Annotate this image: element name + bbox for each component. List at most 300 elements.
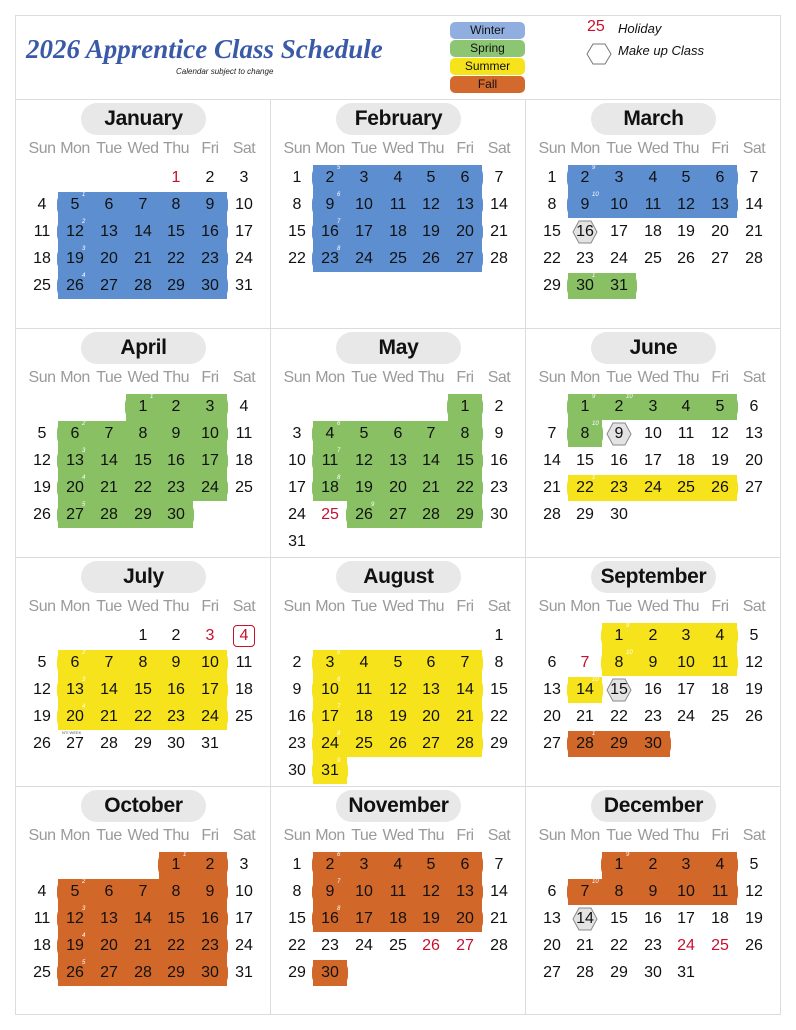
calendar-day: 10 [355, 883, 373, 900]
weekday-label: Mon [315, 827, 345, 844]
calendar-day: 13 [100, 223, 118, 240]
calendar-day: 8 [460, 425, 470, 442]
calendar-day: 1 [460, 398, 470, 415]
calendar-day: 4 [715, 627, 725, 644]
calendar-day: 5 [749, 856, 759, 873]
calendar-day: 13 [100, 910, 118, 927]
week-number-marker: 10 [592, 879, 599, 885]
week-number-marker: 2 [82, 219, 86, 225]
weekday-label: Wed [637, 598, 669, 615]
calendar-day: 5 [715, 398, 725, 415]
calendar-day: 30 [321, 964, 339, 981]
makeup-hexagon-icon [586, 43, 612, 65]
calendar-day: 8 [494, 654, 504, 671]
calendar-day: 4 [325, 425, 335, 442]
calendar-day: 21 [100, 708, 118, 725]
month-august [271, 558, 525, 786]
week-number-marker: 5 [82, 502, 86, 508]
weekday-label: Mon [315, 369, 345, 386]
calendar-day: 20 [66, 479, 84, 496]
calendar-day: 11 [711, 654, 729, 671]
calendar-day: 3 [681, 856, 691, 873]
weekday-label: Tue [96, 140, 122, 157]
calendar-day: 30 [644, 964, 662, 981]
week-number-marker: 9 [371, 502, 375, 508]
calendar-day: 7 [104, 425, 114, 442]
calendar-day: 2 [171, 398, 181, 415]
calendar-day: 1 [292, 856, 302, 873]
calendar-day: 20 [711, 223, 729, 240]
week-number-marker: 1 [592, 273, 596, 279]
calendar-day: 27 [100, 277, 118, 294]
calendar-day: 11 [677, 425, 695, 442]
calendar-day: 9 [325, 883, 335, 900]
calendar-day: 12 [389, 681, 407, 698]
calendar-day: 19 [66, 937, 84, 954]
calendar-day: 10 [321, 681, 339, 698]
calendar-day: 14 [490, 196, 508, 213]
calendar-day: 8 [292, 883, 302, 900]
calendar-day: 24 [201, 479, 219, 496]
calendar-day: 5 [37, 654, 47, 671]
calendar-day: 15 [288, 223, 306, 240]
calendar-day: 23 [201, 937, 219, 954]
calendar-day: 17 [235, 223, 253, 240]
weekday-label: Mon [315, 598, 345, 615]
weekday-label: Wed [127, 369, 159, 386]
weekday-label: Thu [162, 140, 190, 157]
calendar-day: 28 [100, 735, 118, 752]
week-number-marker: 9 [337, 758, 341, 764]
weekday-label: Sat [232, 598, 256, 615]
calendar-day: 6 [393, 425, 403, 442]
calendar-day: 22 [167, 250, 185, 267]
calendar-day: 1 [292, 169, 302, 186]
weekday-label: Sun [538, 369, 566, 386]
calendar-day: 19 [422, 910, 440, 927]
calendar-day: 14 [100, 452, 118, 469]
calendar-day: 21 [134, 937, 152, 954]
calendar-day: 2 [325, 856, 335, 873]
calendar-day: 7 [138, 196, 148, 213]
calendar-day: 11 [321, 452, 339, 469]
weekday-label: Thu [162, 827, 190, 844]
calendar-day: 14 [134, 910, 152, 927]
calendar-day: 31 [677, 964, 695, 981]
calendar-day: 29 [576, 506, 594, 523]
calendar-day: 27 [389, 506, 407, 523]
week-number-marker: 5 [82, 960, 86, 966]
week-number-marker: 10 [592, 421, 599, 427]
calendar-day: 31 [288, 533, 306, 550]
week-number-marker: 10 [626, 650, 633, 656]
calendar-day: 13 [543, 910, 561, 927]
weekday-label: Fri [201, 598, 219, 615]
calendar-day: 20 [100, 937, 118, 954]
legend-fall: Fall [450, 76, 525, 93]
calendar-day: 16 [576, 223, 594, 240]
calendar-day: 12 [422, 196, 440, 213]
calendar-day: 18 [677, 452, 695, 469]
weekday-label: Sun [283, 827, 311, 844]
calendar-day: 21 [134, 250, 152, 267]
weekday-label: Fri [456, 598, 474, 615]
calendar-day: 29 [134, 506, 152, 523]
calendar-day: 16 [201, 910, 219, 927]
calendar-day: 10 [677, 883, 695, 900]
calendar-day: 19 [745, 910, 763, 927]
calendar-day: 14 [576, 910, 594, 927]
calendar-day: 13 [422, 681, 440, 698]
calendar-day: 10 [201, 654, 219, 671]
calendar-day: 27 [543, 735, 561, 752]
weekday-label: Sat [742, 369, 766, 386]
month-april [16, 329, 270, 557]
calendar-day: 3 [325, 654, 335, 671]
calendar-day: 7 [494, 169, 504, 186]
calendar-day: 27 [543, 964, 561, 981]
calendar-day: 28 [543, 506, 561, 523]
calendar-day: 30 [576, 277, 594, 294]
calendar-day: 2 [205, 856, 215, 873]
calendar-day: 13 [456, 883, 474, 900]
month-title: April [81, 332, 206, 364]
calendar-day: 15 [610, 681, 628, 698]
calendar-day: 9 [648, 883, 658, 900]
weekday-label: Thu [162, 369, 190, 386]
calendar-day: 14 [422, 452, 440, 469]
calendar-day: 7 [426, 425, 436, 442]
calendar-day: 26 [422, 250, 440, 267]
calendar-day: 24 [321, 735, 339, 752]
calendar-day: 13 [745, 425, 763, 442]
week-number-marker: 9 [626, 852, 630, 858]
calendar-day: 25 [235, 479, 253, 496]
calendar-day: 27 [66, 735, 84, 752]
month-title: January [81, 103, 206, 135]
week-number-marker: 2 [82, 650, 86, 656]
calendar-day: 21 [100, 479, 118, 496]
calendar-day: 27 [422, 735, 440, 752]
calendar-day: 5 [393, 654, 403, 671]
calendar-day: 25 [711, 708, 729, 725]
weekday-label: Fri [711, 827, 729, 844]
calendar-day: 30 [167, 735, 185, 752]
calendar-day: 11 [235, 425, 253, 442]
month-title: March [591, 103, 716, 135]
calendar-day: 19 [355, 479, 373, 496]
calendar-day: 24 [355, 250, 373, 267]
month-title: June [591, 332, 716, 364]
calendar-day: 18 [389, 223, 407, 240]
calendar-day: 19 [745, 681, 763, 698]
calendar-day: 20 [745, 452, 763, 469]
calendar-day: 2 [205, 169, 215, 186]
header [16, 16, 780, 100]
calendar-day: 15 [134, 681, 152, 698]
weekday-label: Sun [538, 598, 566, 615]
calendar-day: 26 [355, 506, 373, 523]
calendar-day: 27 [711, 250, 729, 267]
calendar-day: 31 [235, 964, 253, 981]
calendar-day: 23 [644, 708, 662, 725]
calendar-day: 5 [426, 169, 436, 186]
calendar-day: 2 [325, 169, 335, 186]
calendar-day: 9 [171, 425, 181, 442]
calendar-day: 17 [644, 452, 662, 469]
calendar-day: 12 [422, 883, 440, 900]
weekday-label: Tue [351, 369, 377, 386]
calendar-day: 3 [292, 425, 302, 442]
calendar-day: 22 [456, 479, 474, 496]
calendar-day: 10 [288, 452, 306, 469]
calendar-day: 26 [677, 250, 695, 267]
calendar-day: 26 [745, 708, 763, 725]
calendar-day: 16 [321, 910, 339, 927]
month-title: November [336, 790, 461, 822]
weekday-label: Thu [672, 827, 700, 844]
holiday-day: 24 [677, 937, 695, 954]
calendar-day: 18 [711, 910, 729, 927]
month-title: May [336, 332, 461, 364]
week-number-marker: 5 [337, 165, 341, 171]
calendar-day: 27 [745, 479, 763, 496]
week-number-marker: 7 [337, 219, 341, 225]
week-number-marker: 1 [150, 394, 154, 400]
calendar-day: 11 [235, 654, 253, 671]
calendar-day: 7 [580, 883, 590, 900]
weekday-label: Sun [28, 827, 56, 844]
month-title: December [591, 790, 716, 822]
calendar-frame [15, 15, 781, 1015]
calendar-day: 15 [610, 910, 628, 927]
calendar-day: 27 [456, 250, 474, 267]
calendar-day: 28 [490, 937, 508, 954]
calendar-day: 19 [66, 250, 84, 267]
calendar-day: 8 [614, 883, 624, 900]
calendar-day: 13 [456, 196, 474, 213]
calendar-day: 3 [239, 856, 249, 873]
calendar-day: 3 [614, 169, 624, 186]
weekday-label: Mon [315, 140, 345, 157]
holiday-day: 1 [171, 169, 181, 186]
month-title: July [81, 561, 206, 593]
calendar-day: 17 [288, 479, 306, 496]
calendar-day: 5 [359, 425, 369, 442]
calendar-day: 15 [456, 452, 474, 469]
calendar-day: 13 [711, 196, 729, 213]
calendar-day: 10 [235, 196, 253, 213]
weekday-label: Wed [382, 598, 414, 615]
calendar-day: 3 [681, 627, 691, 644]
calendar-day: 6 [547, 654, 557, 671]
calendar-day: 17 [201, 452, 219, 469]
calendar-day: 6 [104, 883, 114, 900]
calendar-day: 13 [389, 452, 407, 469]
calendar-day: 2 [648, 856, 658, 873]
weekday-label: Thu [417, 369, 445, 386]
month-title: August [336, 561, 461, 593]
weekday-label: Thu [672, 140, 700, 157]
calendar-day: 7 [749, 169, 759, 186]
calendar-day: 9 [205, 883, 215, 900]
holiday-key-label: Holiday [618, 21, 662, 36]
calendar-day: 11 [711, 883, 729, 900]
calendar-day: 8 [138, 425, 148, 442]
calendar-day: 21 [576, 937, 594, 954]
week-number-marker: 7 [337, 448, 341, 454]
holiday-day: 26 [422, 937, 440, 954]
calendar-day: 28 [422, 506, 440, 523]
calendar-day: 27 [100, 964, 118, 981]
calendar-day: 6 [749, 398, 759, 415]
calendar-day: 30 [288, 762, 306, 779]
calendar-day: 22 [134, 708, 152, 725]
calendar-day: 31 [610, 277, 628, 294]
week-number-marker: 7 [337, 879, 341, 885]
calendar-day: 18 [235, 681, 253, 698]
calendar-day: 22 [490, 708, 508, 725]
calendar-day: 4 [37, 883, 47, 900]
calendar-day: 25 [33, 964, 51, 981]
weekday-label: Sun [28, 598, 56, 615]
week-number-marker: 9 [592, 394, 596, 400]
calendar-day: 20 [422, 708, 440, 725]
calendar-day: 19 [33, 708, 51, 725]
weekday-label: Sun [538, 827, 566, 844]
weekday-label: Wed [637, 140, 669, 157]
calendar-day: 29 [610, 964, 628, 981]
weekday-label: Sun [28, 369, 56, 386]
month-february [271, 100, 525, 328]
calendar-day: 23 [576, 250, 594, 267]
weekday-label: Tue [606, 140, 632, 157]
week-note: NTI WEEK [62, 730, 82, 735]
weekday-label: Sat [487, 140, 511, 157]
weekday-label: Sat [742, 827, 766, 844]
calendar-day: 11 [389, 196, 407, 213]
calendar-day: 26 [66, 964, 84, 981]
calendar-day: 16 [490, 452, 508, 469]
calendar-day: 9 [580, 196, 590, 213]
calendar-day: 25 [355, 735, 373, 752]
calendar-day: 1 [580, 398, 590, 415]
calendar-day: 14 [490, 883, 508, 900]
calendar-day: 26 [33, 506, 51, 523]
calendar-day: 11 [644, 196, 662, 213]
calendar-day: 5 [70, 196, 80, 213]
calendar-day: 18 [644, 223, 662, 240]
weekday-label: Mon [570, 369, 600, 386]
calendar-day: 12 [33, 452, 51, 469]
calendar-day: 10 [677, 654, 695, 671]
week-number-marker: 4 [82, 273, 86, 279]
calendar-day: 17 [235, 910, 253, 927]
calendar-day: 20 [66, 708, 84, 725]
week-number-marker: 4 [82, 704, 86, 710]
calendar-day: 23 [167, 708, 185, 725]
month-june [526, 329, 780, 557]
calendar-day: 20 [456, 223, 474, 240]
calendar-day: 6 [460, 856, 470, 873]
calendar-day: 16 [167, 452, 185, 469]
calendar-day: 4 [393, 169, 403, 186]
week-number-marker: 1 [82, 192, 86, 198]
weekday-label: Tue [351, 140, 377, 157]
weekday-label: Fri [711, 369, 729, 386]
calendar-day: 10 [201, 425, 219, 442]
calendar-day: 20 [543, 937, 561, 954]
calendar-day: 4 [648, 169, 658, 186]
calendar-day: 17 [677, 910, 695, 927]
weekday-label: Thu [417, 598, 445, 615]
calendar-day: 23 [321, 937, 339, 954]
calendar-day: 11 [33, 223, 51, 240]
calendar-day: 8 [580, 425, 590, 442]
calendar-day: 1 [614, 627, 624, 644]
weekday-label: Wed [127, 140, 159, 157]
weekday-label: Mon [60, 598, 90, 615]
calendar-day: 16 [610, 452, 628, 469]
calendar-day: 4 [715, 856, 725, 873]
calendar-day: 21 [745, 223, 763, 240]
week-number-marker: 10 [592, 192, 599, 198]
week-number-marker: 4 [82, 933, 86, 939]
calendar-day: 10 [355, 196, 373, 213]
calendar-day: 1 [171, 856, 181, 873]
calendar-day: 9 [648, 654, 658, 671]
subtitle: Calendar subject to change [176, 67, 274, 76]
weekday-label: Mon [60, 140, 90, 157]
weekday-label: Sat [232, 369, 256, 386]
calendar-day: 24 [235, 250, 253, 267]
calendar-day: 19 [33, 479, 51, 496]
weekday-label: Wed [127, 827, 159, 844]
calendar-day: 14 [134, 223, 152, 240]
month-september [526, 558, 780, 786]
month-may [271, 329, 525, 557]
calendar-day: 6 [715, 169, 725, 186]
calendar-day: 5 [681, 169, 691, 186]
holiday-day: 25 [321, 506, 339, 523]
weekday-label: Fri [456, 140, 474, 157]
calendar-day: 14 [100, 681, 118, 698]
weekday-label: Sun [28, 140, 56, 157]
calendar-day: 15 [576, 452, 594, 469]
calendar-day: 6 [460, 169, 470, 186]
calendar-day: 26 [33, 735, 51, 752]
calendar-day: 18 [235, 452, 253, 469]
calendar-day: 18 [355, 708, 373, 725]
calendar-day: 12 [66, 223, 84, 240]
calendar-day: 2 [494, 398, 504, 415]
calendar-day: 9 [325, 196, 335, 213]
calendar-day: 24 [644, 479, 662, 496]
week-number-marker: 1 [592, 731, 596, 737]
weekday-label: Wed [382, 827, 414, 844]
month-title: February [336, 103, 461, 135]
calendar-day: 29 [167, 964, 185, 981]
calendar-day: 8 [614, 654, 624, 671]
weekday-label: Thu [417, 140, 445, 157]
calendar-day: 26 [66, 277, 84, 294]
week-number-marker: 2 [82, 879, 86, 885]
calendar-day: 28 [134, 964, 152, 981]
week-number-marker: 8 [337, 906, 341, 912]
calendar-day: 4 [681, 398, 691, 415]
calendar-day: 2 [292, 654, 302, 671]
calendar-day: 29 [543, 277, 561, 294]
